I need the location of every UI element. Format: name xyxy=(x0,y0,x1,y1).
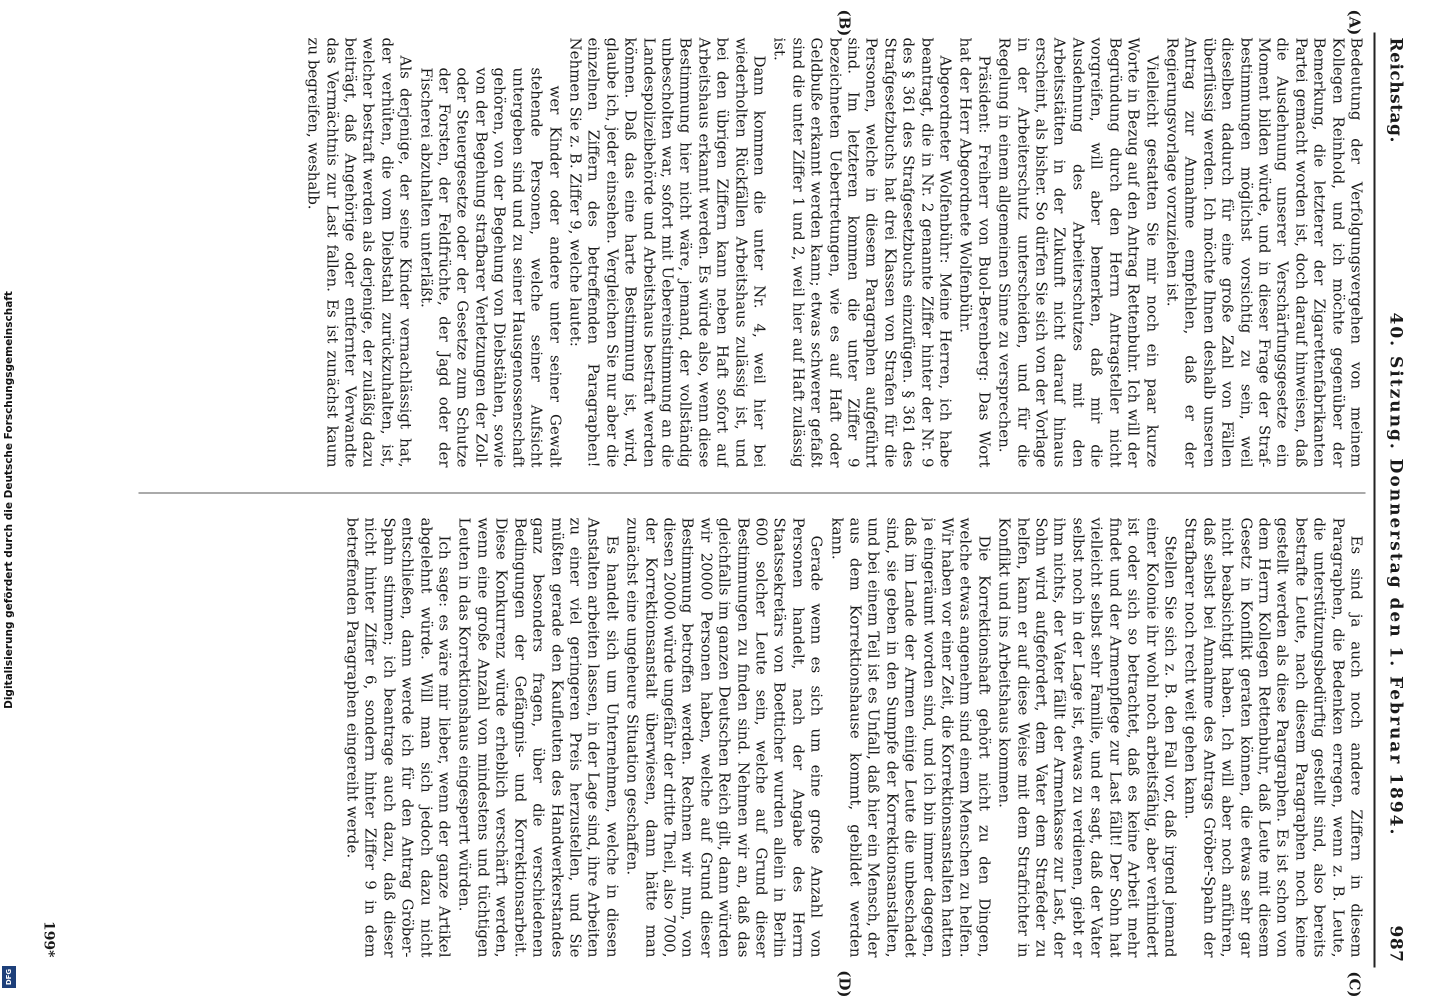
paragraph: Es handelt sich um Unternehmen, welche in diesen Anstalten arbeiten lassen, in der Lage sind, ihre Arbeiten zu einer viel geringeren Preis herzustellen, und Sie müßten gerade den Kaufleuten des Handwerkerstandes ganz besonders fragen, über die verschiedenen Bedingungen der Gefängnis- und Korrektionsarbeit. Diese Konkurrenz würde erheblich verschärft werden, wenn eine große Anzahl von mindestens und tüchtigen Leuten in das Korrektionshaus eingesperrt würden. xyxy=(456,517,622,958)
paragraph: Präsident: Freiherr von Buol-Berenberg: Das Wort hat der Herr Abgeordnete Wolfenbühr. xyxy=(956,37,994,468)
dfg-logo-text: DFG xyxy=(5,968,13,986)
page-number: 987 xyxy=(1385,925,1406,963)
paragraph: Gerade wenn es sich um eine große Anzahl von Personen handelt, nach der Angabe des Herrn Staatssekretärs von Boetticher wurden allein in Berlin 600 solcher Leute sein, welche auf Grund dieser Bestimmungen zu finden sind. Nehmen wir an, daß das gleichfalls im ganzen Deutschen Reich gilt, dann würden wir 20000 Personen haben, welche auf Grund dieser Bestimmung betroffen werden. Rechnen wir nun, von diesen 20000 würde ungefähr der dritte Theil, also 7000, der Korrektionsanstalt überwiesen, dann hätte man zunächst eine ungeheure Situation geschaffen. xyxy=(623,517,826,958)
paragraph: Es sind ja auch noch andere Ziffern in diesem Paragraphen, die Bedenken erregen, wenn z. B. Leute, die unterstützungsbedürftig gestellt sind, also bereits bestrafte Leute, nach diesem Paragraphen noch keine gestellt werden als diese Paragraphen. Es ist schon von dem Herrn Kollegen Rettenbuhr, daß Leute mit diesem Gesetz in Konflikt geraten können, die etwas sehr gar nicht beabsichtigt haben. Ich will aber noch anführen, daß selbst bei Annahme des Antrags Gröber-Spahn der Strafbarer noch recht weit gehen kann. xyxy=(1181,517,1366,958)
running-head-center: 40. Sitzung. Donnerstag den 1. Februar 1894. xyxy=(1385,312,1406,837)
paragraph: Vielleicht gestatten Sie mir noch ein paar kurze Worte in Bezug auf den Antrag Rettenbuhr. Ich will der Begründung durch den Herrn Antragsteller nicht vorgreifen, will aber bemerken, daß mir die Ausdehnung des Arbeiterschutzes mit den Arbeitsstätten in der Zukunft nicht darauf hinaus erscheint, als bisher. So dürfen Sie sich von der Vorlage in der Arbeiterschutz unterscheiden, und für die Regelung in einem allgemeinen Sinne zu versprechen. xyxy=(995,37,1162,468)
left-column xyxy=(89,38,1366,468)
column-divider xyxy=(139,493,1366,494)
sheet-signature: 199* xyxy=(40,920,57,958)
digitization-credit: Digitalisierung gefördert durch die Deutsche Forschungsgemeinschaft xyxy=(3,291,15,709)
paragraph: Abgeordneter Wolfenbühr: Meine Herren, ich habe beantragt, die in Nr. 2 genannte Ziffer hinter der Nr. 9 des § 361 des Strafgesetzbuchs einzufügen. § 361 des Strafgesetzbuchs hat drei Klassen von Strafen für die Personen, welche in diesem Paragraphen aufgeführt sind. Im letzteren kommen die unter Ziffer 9 bezeichneten Uebertretungen, wie es auf Haft oder Geldbuße erkannt werden kann; etwas schwerer gefaßt sind die unter Ziffer 1 und 2, weil hier auf Haft zulässig ist. xyxy=(770,37,955,468)
running-head xyxy=(1376,13,1406,988)
digitization-credit-bar xyxy=(0,0,18,1000)
dfg-logo-icon xyxy=(2,966,16,988)
header-rule xyxy=(1374,33,1376,968)
document-page xyxy=(19,9,1414,998)
margin-mark-d: (D) xyxy=(835,970,854,998)
margin-mark-c: (C) xyxy=(1345,971,1364,998)
paragraph: Dann kommen die unter Nr. 4, weil hier bei wiederholten Rückfällen Arbeitshaus zulässig ist, und bei den übrigen Ziffern kann neben Haft sofort auf Arbeitshaus erkannt werden. Es würde also, wenn diese Bestimmung hier nicht wäre, jemand, der vollständig unbescholten war, sofort mit Uebereinstimmung an die Landespolizeibehörde und Arbeitshaus bestraft werden können. Daß das eine harte Bestimmung ist, wird, glaube ich, jeder einsehen. Vergleichen Sie nur aber die einzelnen Ziffern des betreffenden Paragraphen! Nehmen Sie z. B. Ziffer 9, welche lautet: xyxy=(566,37,769,468)
paragraph: Bedeutung der Verfolgungsvergehen von meinem Kollegen Reinhold, und ich möchte gegenüber der Bemerkung, die letzterer der Zigarettenfabrikanten Partei gemacht worden ist, doch darauf hinweisen, daß die Ausdehnung unserer Verschärfungsgesetze ein Moment bilden würde, und in dieser Frage der Straf-bestimmungen möglichst vorsichtig zu sein, weil dieselben dadurch für eine große Zahl von Fällen überflüssig werden. Ich möchte Ihnen deshalb unseren Antrag zur Annahme empfehlen, daß er der Regierungsvorlage vorzuziehen ist. xyxy=(1163,37,1366,468)
quotation: wer Kinder oder andere unter seiner Gewalt stehende Personen, welche seiner Aufsicht untergeben sind und zu seiner Hausgenossenschaft gehören, von der Begehung von Diebstählen, sowie von der Begehung strafbarer Verletzungen der Zoll- oder Steuergesetze oder der Gesetze zum Schutze der Forsten, der Feldfrüchte, der Jagd oder der Fischerei abzuhalten unterläßt. xyxy=(417,67,565,468)
right-column xyxy=(89,518,1366,958)
margin-mark-a: (A) xyxy=(1345,9,1364,36)
running-head-left: Reichstag. xyxy=(1385,37,1406,143)
margin-mark-b: (B) xyxy=(835,9,854,37)
paragraph: Ich sage: es wäre mir lieber, wenn der ganze Artikel abgelehnt würde. Will man sich jedoch dazu nicht entschließen, dann werde ich für den Antrag Gröber-Spahn stimmen; ich beantrage auch dazu, daß dieser nicht hinter Ziffer 6, sondern hinter Ziffer 9 in dem betreffenden Paragraphen eingereiht werde. xyxy=(343,517,454,958)
paragraph: Die Korrektionshaft gehört nicht zu den Dingen, welche etwas angenehm sind einem Menschen zu helfen. Wir haben vor einer Zeit, die Korrektionsanstalten hatten ja eingeräumt worden sind, und ich bin immer dagegen, daß im Lande der Armen einige Leute die unbeschadet sind, sie geben in den Sumpfe der Korrektionsanstalten, und bei einem Teil ist es Unfall, daß hier ein Mensch, der aus dem Korrektionshause kommt, gebildet werden kann. xyxy=(828,517,994,958)
paragraph: Stellen Sie sich z. B. den Fall vor, daß irgend jemand einer Kolonie ihr wohl noch arbeitsfähig, aber verhindert ist oder sich so betrachtet, daß es keine Arbeit mehr findet und der Armenpflege zur Last fällt! Der Sohn hat vielleicht selbst sehr Familie, und er sagt, daß der Vater selbst noch in der Lage ist, etwas zu verdienen, giebt er ihm nichts, der Vater fällt der Armenkasse zur Last, der Sohn wird aufgefordert, dem Vater dem Strafeder zu helfen, kann er auf diese Weise mit dem Strafrichter in Konflikt und ins Arbeitshaus kommen. xyxy=(995,517,1180,958)
paragraph: Als derjenige, der seine Kinder vernachlässigt hat, der verhüten, die vom Diebstahl zurückzuhalten, ist, welcher bestraft werden als derjenige, der zuläßig dazu beiträgt, daß Angehörige oder entfernter Verwandte das Vermächtnis zur Last fallen. Es ist zunächst kaum zu begreifen, weshalb. xyxy=(304,37,415,468)
